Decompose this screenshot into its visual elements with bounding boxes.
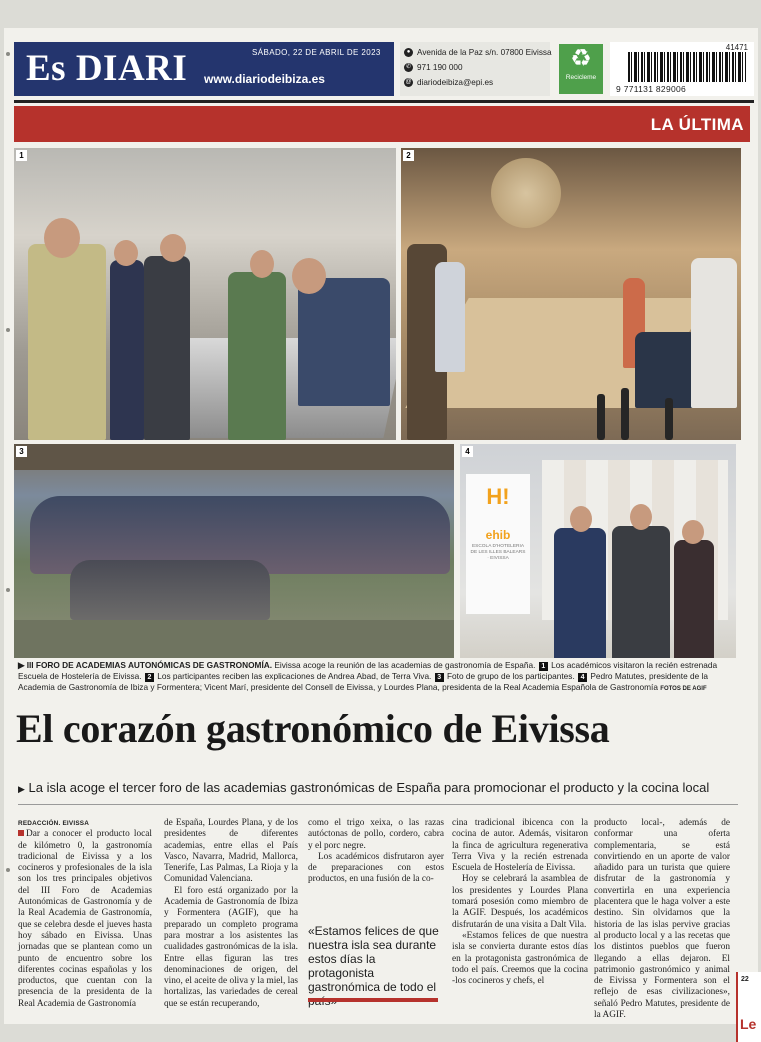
person-head (570, 506, 592, 532)
person-head (114, 240, 138, 266)
phone-icon: ✆ (405, 64, 412, 70)
issue-date: SÁBADO, 22 DE ABRIL DE 2023 (252, 48, 381, 57)
photo-group (14, 444, 454, 658)
article-headline: El corazón gastronómico de Eivissa (16, 706, 610, 751)
person (691, 258, 737, 408)
byline: REDACCIÓN. EIVISSA (18, 820, 90, 827)
article-column-5 (594, 818, 730, 1021)
pull-quote: «Estamos felices de que nuestra isla sea durante estos días la protagonista gastronómica de todo el (308, 924, 439, 994)
website-link[interactable]: www.diariodeibiza.es (204, 72, 325, 86)
person-head (160, 234, 186, 262)
photo-caption: ▶ III FORO DE ACADEMIAS AUTONÓMICAS DE GASTRONOMÍA. Eivissa acoge la reunión de las academias de gastronomía de España. 1 Los académicos visitaron la recién estrenada Escuela de Hostelería de Eivissa. 2 Los participantes reciben las explicaciones de Andrea Abad, de Terra Viva. 3 Foto de grupo de los participantes. 4 Pedro Matutes, presidente de la Academia de Gastronomía de Ibiza y Formentera; Vicent Marí, presidente del Consell de Eivissa, y Lourdes Plana, presidenta de la Real Academia Española de Gastronomía FOTOS DE AGIF (18, 660, 718, 692)
photo-number: 3 (16, 446, 27, 457)
newspaper-logo: Es DIARI (26, 48, 188, 89)
phone: 971 190 000 (417, 63, 463, 72)
caption-item-3: Foto de grupo de los participantes. (446, 671, 575, 681)
start-marker (18, 830, 24, 836)
section-label: LA ÚLTIMA (650, 115, 744, 134)
column-text: producto local-, además de conformar una oferta complementaria, se está convirtiendo en un aporte de valor añadido para un turista que quiere disfrutar de la gastronomía y convertirla en una experiencia placentera que le haga volver a este destino. Sin olvidarnos que la historia de las islas pervive gracias al producto local y a las recetas que los distintos pueblos que fueron llegando a ellas dejaron. El patrimonio gastronómico y animal de Eivissa y Formentera son el reflejo de esas civilizaciones», señaló Pedro Matutes, presidente de la AGIF. (594, 818, 730, 1021)
grass (14, 620, 454, 658)
masthead-rule (14, 100, 754, 103)
column-text: Hoy se celebrará la asamblea de los presidentes y Lourdes Plana tomará posesión como miembro de la AGIF. Después, los académicos disfrutarán de una visita a Dalt Vila. (452, 874, 588, 930)
recycle-icon: ♻ (570, 45, 592, 72)
person (298, 278, 390, 406)
ehib-name: ehib (485, 528, 511, 542)
ehib-logo: H! (486, 484, 510, 509)
photo-presidents (460, 444, 736, 658)
pergola-roof (14, 444, 454, 470)
article-subhead (18, 780, 738, 797)
page-tag: Le (740, 1016, 757, 1032)
photo-number: 2 (403, 150, 414, 161)
barcode-number: 9 771131 829006 (616, 84, 687, 94)
wine-bottle (621, 388, 629, 440)
column-text: de España, Lourdes Plana, y de los presidentes de diferentes academias, entre ellas el País Vasco, Navarra, Madrid, Mallorca, Tenerife, Las Palmas, La Rioja y la Comunidad Valenciana. (164, 818, 298, 885)
person (554, 528, 606, 658)
address: Avenida de la Paz s/n. 07800 Eivissa (417, 48, 552, 57)
triangle-icon: ▶ (18, 784, 25, 794)
photo-number: 4 (462, 446, 473, 457)
person (228, 272, 286, 440)
caption-item-2: Los participantes reciben las explicaciones de Andrea Abad, de Terra Viva. (157, 671, 432, 681)
divider (18, 804, 738, 805)
caption-number: 1 (539, 662, 548, 671)
barcode-bars (628, 52, 746, 82)
ehib-subtitle: ESCOLA D'HOTELERIA DE LES ILLES BALEARS · EIVISSA (470, 544, 526, 561)
binder-hole (6, 328, 10, 332)
caption-item-4: Pedro Matutes, presidente de la Academia de Gastronomía de Ibiza y Formentera; Vicent Marí, presidente del Consell de Eivissa, y Lourdes Plana, presidenta de la Real Academia Española de Gastronomía (18, 671, 708, 692)
photo-number: 1 (16, 150, 27, 161)
photo-credit: FOTOS DE AGIF (660, 686, 707, 692)
caption-lead: III FORO DE ACADEMIAS AUTONÓMICAS DE GASTRONOMÍA. (26, 660, 273, 670)
caption-number: 3 (435, 673, 444, 682)
person (674, 540, 714, 658)
binder-hole (6, 868, 10, 872)
person-head (250, 250, 274, 278)
caption-intro: Eivissa acoge la reunión de las academias de gastronomía de España. (274, 660, 536, 670)
wine-bottle (665, 398, 673, 440)
location-icon: ● (404, 48, 413, 57)
masthead-banner (14, 42, 394, 96)
photo-farm-tasting (401, 148, 741, 440)
column-text: El foro está organizado por la Academia de Gastronomía de Ibiza y Formentera (AGIF), que ha preparado un completo programa para mostrar a los asistentes las cualidades gastronómicas de la isla. Entre ellas figuran las tres denominaciones de origen, del vino, el aceite de oliva y la miel, las hortalizas, las variedades de cereal que se están recuperando, (164, 885, 298, 1009)
column-text: «Estamos felices de que nuestra isla se convierta durante estos días en la protagonista gastronómica de todo el país. Creemos que la cocina -los cocineros y chefs, el (452, 930, 588, 987)
issue-number: 41471 (725, 43, 748, 52)
barcode (610, 42, 754, 96)
photo-kitchen-visit (14, 148, 396, 440)
email[interactable]: diariodeibiza@epi.es (417, 78, 494, 87)
section-bar (14, 106, 750, 142)
person (612, 526, 670, 658)
article-column-2 (164, 818, 298, 1010)
caption-item-1: Los académicos visitaron la recién estrenada Escuela de Hostelería de Eivissa. (18, 660, 718, 681)
person (110, 260, 144, 440)
wine-bottle (597, 394, 605, 440)
email-icon: @ (405, 79, 412, 85)
front-row-people (70, 560, 270, 620)
person-head (682, 520, 704, 544)
masthead (14, 42, 754, 96)
binder-hole (6, 52, 10, 56)
person-head (292, 258, 326, 294)
page-number-tab (736, 972, 761, 1042)
pull-quote-rule (308, 998, 438, 1002)
person-head (630, 504, 652, 530)
person (635, 332, 697, 408)
recycle-badge (559, 44, 603, 94)
page-number: 22 (741, 976, 749, 983)
article-column-1 (18, 818, 152, 1010)
recycle-label: Recicleme (565, 74, 597, 81)
person (28, 244, 106, 440)
newspaper-page (4, 28, 758, 1032)
column-text: cina tradicional ibicenca con la cocina de autor. Además, visitaron la finca de agricultura regenerativa Terra Viva y la recién estrenada Escuela de Hostelería de Eivissa. (452, 818, 588, 874)
caption-number: 2 (145, 673, 154, 682)
subhead-text: La isla acoge el tercer foro de las academias gastronómicas de España para promocionar el producto y la cocina local (28, 780, 710, 795)
contact-box (400, 42, 550, 96)
column-text: como el trigo xeixa, o las razas autóctonas de pollo, cordero, cabra y el porc negre. (308, 818, 444, 851)
wicker-lamp (491, 158, 561, 228)
person-head (44, 218, 80, 258)
person (435, 262, 465, 372)
article-column-4 (452, 818, 588, 987)
caption-number: 4 (578, 673, 587, 682)
column-text: Dar a conocer el producto local de kilómetro 0, la gastronomía tradicional de Eivissa y a los cocineros y profesionales de la isla son los tres principales objetivos del III Foro de Academias Autonómicas de Gastronomía y de la Real Academia de Gastronomía, que se celebra desde el jueves hasta hoy sábado en Eivissa. Unas jornadas que se plantean como un punto de encuentro sobre los diferentes cocinas españolas y los productos, que cuentan con la presencia de la presidenta de la Real Academia de Gastronomía (18, 829, 152, 1009)
binder-hole (6, 588, 10, 592)
article-column-3 (308, 818, 444, 886)
person (144, 256, 190, 440)
column-text: Los académicos disfrutaron ayer de preparaciones con estos productos, en una fusión de la co- (308, 851, 444, 885)
